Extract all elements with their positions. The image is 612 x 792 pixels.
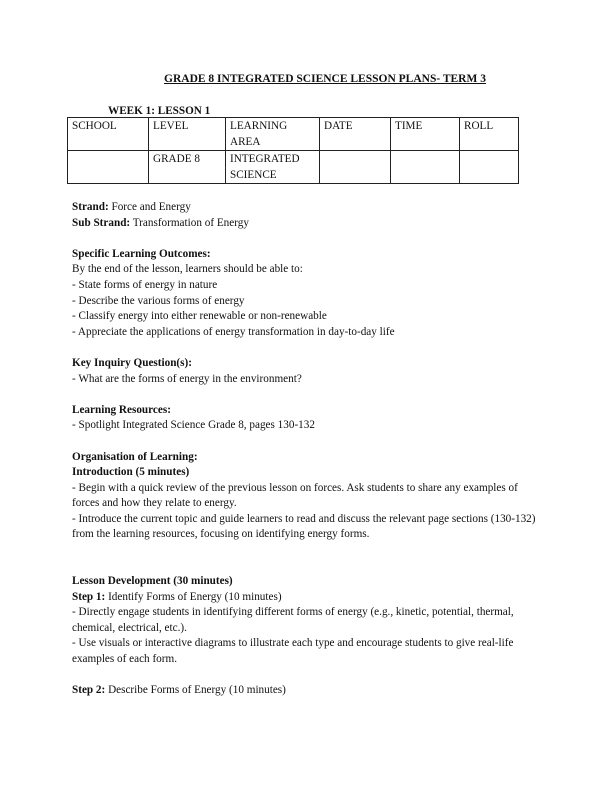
cell-level: GRADE 8 [149,151,226,184]
introduction-heading-text: Introduction (5 minutes) [72,466,190,479]
step2-line [72,683,547,699]
lesson-content [72,200,547,699]
resources-heading-text: Learning Resources: [72,403,171,416]
organisation-heading-text: Organisation of Learning: [72,450,198,463]
table-row [68,151,519,184]
week-lesson-label: WEEK 1: LESSON 1 [108,105,211,117]
outcomes-heading-text: Specific Learning Outcomes: [72,247,211,260]
inquiry-heading [72,356,547,372]
cell-school [68,151,149,184]
list-item: - Begin with a quick review of the previous lesson on forces. Ask students to share any examples of forces and how they relate to energy. [72,481,518,510]
introduction-heading [72,465,547,481]
development-heading [72,574,547,590]
list-item: - Appreciate the applications of energy transformation in day-to-day life [72,325,395,338]
header-school: SCHOOL [68,118,149,151]
header-roll: ROLL [460,118,519,151]
cell-time [391,151,460,184]
list-item: - Classify energy into either renewable or non-renewable [72,310,327,323]
list-item: - What are the forms of energy in the environment? [72,372,302,385]
header-date: DATE [320,118,391,151]
list-item: - Describe the various forms of energy [72,294,245,307]
lesson-info-table [67,117,519,184]
header-learning-area: LEARNING AREA [226,118,320,151]
step1-value: Identify Forms of Energy (10 minutes) [105,590,282,603]
cell-learning-area: INTEGRATED SCIENCE [226,151,320,184]
header-level: LEVEL [149,118,226,151]
strand-line [72,200,547,216]
list-item: - State forms of energy in nature [72,278,218,291]
document-title: GRADE 8 INTEGRATED SCIENCE LESSON PLANS- TERM 3 [164,73,486,85]
inquiry-heading-text: Key Inquiry Question(s): [72,356,192,369]
step1-label: Step 1: [72,590,106,603]
step2-value: Describe Forms of Energy (10 minutes) [105,684,286,697]
resources-heading [72,403,547,419]
sub-strand-line [72,216,547,232]
cell-roll [460,151,519,184]
step1-line [72,590,547,606]
cell-date [320,151,391,184]
list-item: - Spotlight Integrated Science Grade 8, pages 130-132 [72,419,315,432]
strand-value: Force and Energy [108,201,191,213]
list-item: - Directly engage students in identifying different forms of energy (e.g., kinetic, potential, thermal, chemical, electrical, etc.). [72,606,514,634]
development-heading-text: Lesson Development (30 minutes) [72,575,233,588]
header-time: TIME [391,118,460,151]
list-item: - Introduce the current topic and guide learners to read and discuss the relevant page sections (130-132) from the learning resources, focusing on identifying energy forms. [72,512,536,541]
step2-label: Step 2: [72,684,106,697]
organisation-heading [72,450,547,466]
sub-strand-value: Transformation of Energy [130,216,249,229]
outcomes-heading [72,247,547,263]
list-item: - Use visuals or interactive diagrams to illustrate each type and encourage students to give real-life examples of each form. [72,637,514,666]
table-header-row [68,118,519,151]
sub-strand-label: Sub Strand: [72,216,131,229]
strand-label: Strand: [72,201,109,213]
outcomes-intro: By the end of the lesson, learners should be able to: [72,263,303,276]
